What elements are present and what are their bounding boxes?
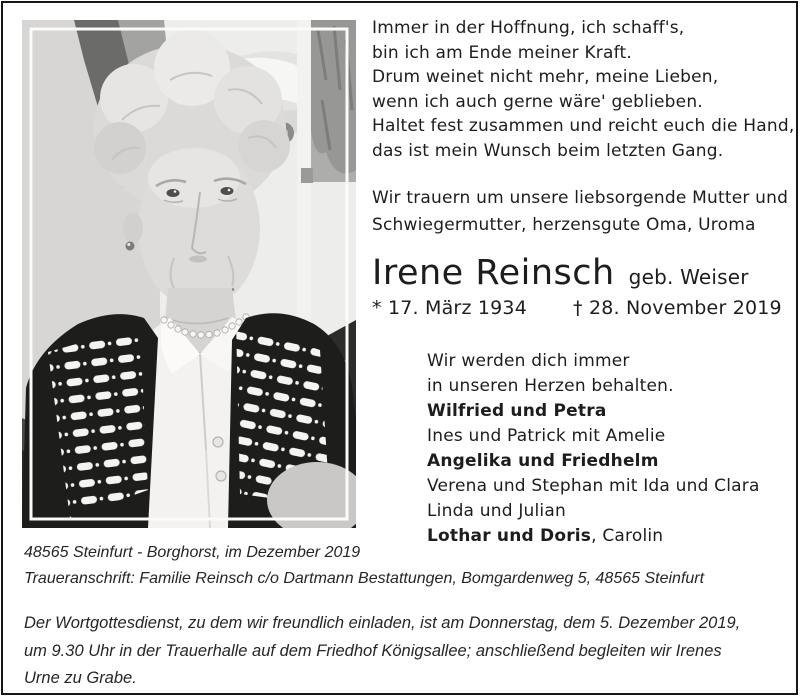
mourner-line: Linda und Julian xyxy=(427,500,566,521)
memorial-poem xyxy=(372,16,795,164)
announcement-column xyxy=(372,16,795,549)
life-dates xyxy=(372,297,786,319)
mourner-line: Wilfried und Petra xyxy=(427,400,607,421)
deceased-name-row xyxy=(372,251,786,295)
mourning-intro xyxy=(372,185,789,239)
poem-line: Haltet fest zusammen und reicht euch die Hand, xyxy=(372,116,795,137)
intro-line: Wir trauern um unsere liebsorgende Mutter und xyxy=(372,187,789,208)
footer-address-block xyxy=(24,540,784,592)
poem-line: bin ich am Ende meiner Kraft. xyxy=(372,42,632,63)
mourner-line: Angelika und Friedhelm xyxy=(427,450,659,471)
foliage xyxy=(310,20,356,182)
portrait-photo-illustration xyxy=(22,20,356,528)
intro-line: Schwiegermutter, herzensgute Oma, Uroma xyxy=(372,214,756,235)
mourners-block xyxy=(372,349,786,549)
poem-line: wenn ich auch gerne wäre' geblieben. xyxy=(372,91,703,112)
maiden-name: geb. Weiser xyxy=(628,264,749,289)
service-line: Urne zu Grabe. xyxy=(24,669,137,687)
mourners-intro-line: Wir werden dich immer xyxy=(427,350,630,371)
portrait-photo xyxy=(22,20,356,528)
mourning-address-line: Traueranschrift: Familie Reinsch c/o Dartmann Bestattungen, Bomgardenweg 5, 48565 Steinfurt xyxy=(24,570,705,587)
death-date: † 28. November 2019 xyxy=(573,296,782,319)
mourner-line: Ines und Patrick mit Amelie xyxy=(427,425,666,446)
mourners-intro-line: in unseren Herzen behalten. xyxy=(427,375,674,396)
deceased-name: Irene Reinsch xyxy=(372,252,615,293)
poem-line: das ist mein Wunsch beim letzten Gang. xyxy=(372,140,724,161)
place-date-line: 48565 Steinfurt - Borghorst, im Dezember 2019 xyxy=(24,544,361,561)
poem-line: Drum weinet nicht mehr, meine Lieben, xyxy=(372,67,719,88)
service-line: um 9.30 Uhr in der Trauerhalle auf dem Friedhof Königsallee; anschließend begleiten wir Irenes xyxy=(24,641,722,660)
service-line: Der Wortgottesdienst, zu dem wir freundlich einladen, ist am Donnerstag, dem 5. Dezember 2019, xyxy=(24,614,741,632)
mourner-line: Verena und Stephan mit Ida und Clara xyxy=(427,475,760,496)
poem-line: Immer in der Hoffnung, ich schaff's, xyxy=(372,18,685,38)
service-info-block xyxy=(24,610,790,693)
mourner-line: Lothar und Doris, Carolin xyxy=(427,525,664,546)
birth-date: * 17. März 1934 xyxy=(372,296,528,319)
